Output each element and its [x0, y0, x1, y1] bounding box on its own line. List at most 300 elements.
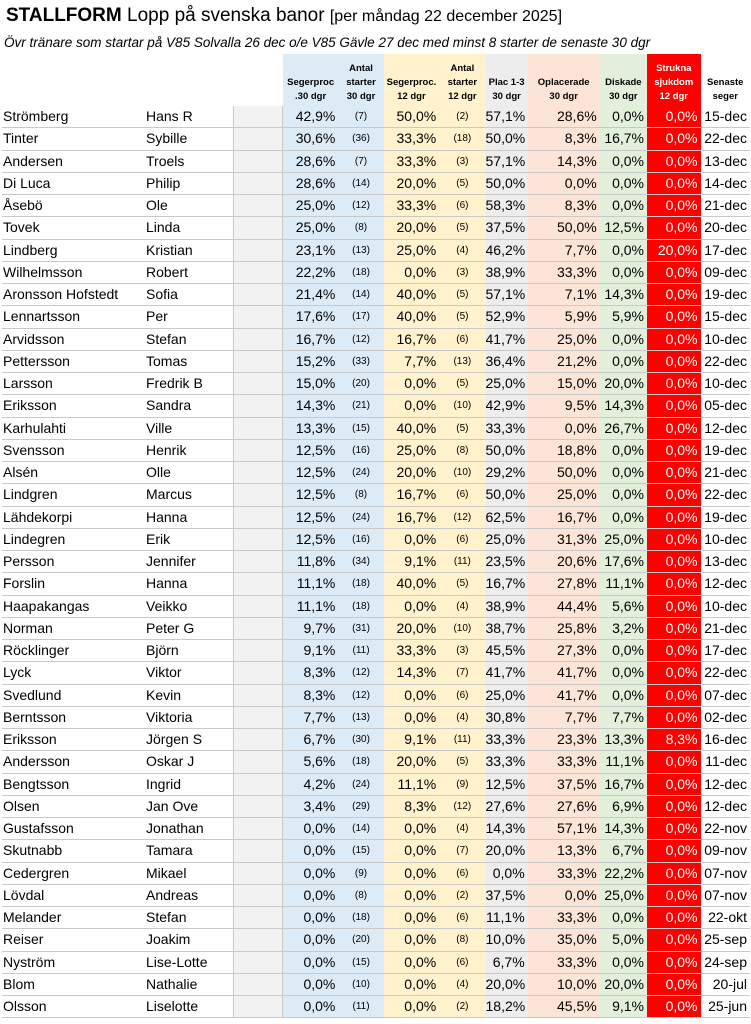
starts-30: (7)	[338, 150, 383, 172]
trainer-firstname: Liselotte	[145, 996, 233, 1018]
plac-pct-30: 57,1%	[486, 106, 528, 128]
plac-pct-30: 25,0%	[486, 528, 528, 550]
disk-pct-30: 0,0%	[600, 172, 647, 194]
spacer	[233, 862, 282, 884]
plac-pct-30: 50,0%	[486, 439, 528, 461]
starts-12: (8)	[439, 439, 485, 461]
win-pct-30: 16,7%	[283, 328, 339, 350]
win-pct-30: 0,0%	[283, 973, 339, 995]
table-row	[2, 106, 750, 128]
oplac-pct-30: 41,7%	[528, 662, 600, 684]
trainer-firstname: Tamara	[145, 840, 233, 862]
starts-30: (11)	[338, 996, 383, 1018]
disk-pct-30: 5,6%	[600, 595, 647, 617]
trainer-lastname: Haapakangas	[2, 595, 145, 617]
latest-win: 15-dec	[701, 306, 750, 328]
spacer	[233, 373, 282, 395]
plac-pct-30: 29,2%	[486, 462, 528, 484]
starts-30: (12)	[338, 662, 383, 684]
trainer-lastname: Lindberg	[2, 239, 145, 261]
plac-pct-30: 45,5%	[486, 640, 528, 662]
table-row	[2, 662, 750, 684]
plac-pct-30: 6,7%	[486, 951, 528, 973]
spacer	[233, 528, 282, 550]
starts-12: (7)	[439, 840, 485, 862]
win-pct-12: 40,0%	[384, 284, 440, 306]
disk-pct-30: 0,0%	[600, 907, 647, 929]
table-row	[2, 395, 750, 417]
spacer	[233, 106, 282, 128]
disk-pct-30: 6,9%	[600, 795, 647, 817]
win-pct-30: 0,0%	[283, 929, 339, 951]
win-pct-12: 0,0%	[384, 818, 440, 840]
disk-pct-30: 12,5%	[600, 217, 647, 239]
oplac-pct-30: 31,3%	[528, 528, 600, 550]
latest-win: 17-dec	[701, 239, 750, 261]
oplac-pct-30: 27,3%	[528, 640, 600, 662]
win-pct-12: 20,0%	[384, 617, 440, 639]
starts-30: (9)	[338, 862, 383, 884]
starts-12: (5)	[439, 573, 485, 595]
oplac-pct-30: 13,3%	[528, 840, 600, 862]
win-pct-12: 40,0%	[384, 573, 440, 595]
trainer-lastname: Andersson	[2, 751, 145, 773]
trainer-firstname: Jörgen S	[145, 729, 233, 751]
win-pct-12: 33,3%	[384, 640, 440, 662]
starts-12: (3)	[439, 150, 485, 172]
win-pct-30: 23,1%	[283, 239, 339, 261]
oplac-pct-30: 33,3%	[528, 261, 600, 283]
starts-30: (12)	[338, 328, 383, 350]
plac-pct-30: 52,9%	[486, 306, 528, 328]
latest-win: 20-dec	[701, 217, 750, 239]
starts-12: (18)	[439, 128, 485, 150]
trainer-firstname: Marcus	[145, 484, 233, 506]
latest-win: 07-nov	[701, 884, 750, 906]
oplac-pct-30: 15,0%	[528, 373, 600, 395]
oplac-pct-30: 33,3%	[528, 907, 600, 929]
trainer-firstname: Per	[145, 306, 233, 328]
strukna-pct-12: 0,0%	[647, 306, 701, 328]
plac-pct-30: 27,6%	[486, 795, 528, 817]
latest-win: 25-sep	[701, 929, 750, 951]
disk-pct-30: 11,1%	[600, 751, 647, 773]
starts-30: (13)	[338, 706, 383, 728]
plac-pct-30: 12,5%	[486, 773, 528, 795]
starts-30: (15)	[338, 951, 383, 973]
disk-pct-30: 9,1%	[600, 996, 647, 1018]
trainer-firstname: Björn	[145, 640, 233, 662]
disk-pct-30: 0,0%	[600, 640, 647, 662]
table-row	[2, 195, 750, 217]
win-pct-12: 33,3%	[384, 195, 440, 217]
win-pct-12: 0,0%	[384, 996, 440, 1018]
table-row	[2, 306, 750, 328]
starts-30: (21)	[338, 395, 383, 417]
win-pct-30: 11,8%	[283, 551, 339, 573]
table-row	[2, 506, 750, 528]
trainer-lastname: Reiser	[2, 929, 145, 951]
trainer-firstname: Sofia	[145, 284, 233, 306]
table-row	[2, 595, 750, 617]
win-pct-30: 15,2%	[283, 350, 339, 372]
latest-win: 22-dec	[701, 484, 750, 506]
starts-30: (31)	[338, 617, 383, 639]
starts-12: (10)	[439, 462, 485, 484]
starts-12: (6)	[439, 328, 485, 350]
header-disk30: Diskade 30 dgr	[600, 54, 647, 106]
win-pct-12: 0,0%	[384, 261, 440, 283]
table-row	[2, 373, 750, 395]
oplac-pct-30: 0,0%	[528, 884, 600, 906]
spacer	[233, 195, 282, 217]
oplac-pct-30: 21,2%	[528, 350, 600, 372]
trainer-lastname: Olsen	[2, 795, 145, 817]
oplac-pct-30: 25,8%	[528, 617, 600, 639]
oplac-pct-30: 27,6%	[528, 795, 600, 817]
starts-30: (12)	[338, 684, 383, 706]
disk-pct-30: 0,0%	[600, 439, 647, 461]
table-row	[2, 573, 750, 595]
starts-30: (16)	[338, 528, 383, 550]
starts-30: (20)	[338, 929, 383, 951]
spacer	[233, 395, 282, 417]
disk-pct-30: 14,3%	[600, 818, 647, 840]
trainer-lastname: Tinter	[2, 128, 145, 150]
starts-30: (20)	[338, 373, 383, 395]
oplac-pct-30: 27,8%	[528, 573, 600, 595]
starts-12: (8)	[439, 929, 485, 951]
win-pct-12: 0,0%	[384, 684, 440, 706]
plac-pct-30: 38,7%	[486, 617, 528, 639]
disk-pct-30: 0,0%	[600, 951, 647, 973]
trainer-firstname: Viktoria	[145, 706, 233, 728]
spacer	[233, 284, 282, 306]
starts-30: (7)	[338, 106, 383, 128]
starts-30: (29)	[338, 795, 383, 817]
latest-win: 07-dec	[701, 684, 750, 706]
spacer	[233, 884, 282, 906]
disk-pct-30: 3,2%	[600, 617, 647, 639]
starts-30: (13)	[338, 239, 383, 261]
header-starts12: Antal starter 12 dgr	[439, 54, 485, 106]
starts-30: (15)	[338, 417, 383, 439]
trainer-lastname: Di Luca	[2, 172, 145, 194]
win-pct-12: 50,0%	[384, 106, 440, 128]
table-row	[2, 729, 750, 751]
plac-pct-30: 16,7%	[486, 573, 528, 595]
strukna-pct-12: 0,0%	[647, 172, 701, 194]
plac-pct-30: 42,9%	[486, 395, 528, 417]
trainer-firstname: Hanna	[145, 573, 233, 595]
win-pct-12: 0,0%	[384, 840, 440, 862]
spacer	[233, 729, 282, 751]
disk-pct-30: 20,0%	[600, 373, 647, 395]
strukna-pct-12: 0,0%	[647, 818, 701, 840]
trainer-firstname: Stefan	[145, 907, 233, 929]
spacer	[233, 150, 282, 172]
oplac-pct-30: 50,0%	[528, 462, 600, 484]
table-row	[2, 261, 750, 283]
oplac-pct-30: 14,3%	[528, 150, 600, 172]
latest-win: 25-jun	[701, 996, 750, 1018]
latest-win: 10-dec	[701, 528, 750, 550]
disk-pct-30: 0,0%	[600, 462, 647, 484]
oplac-pct-30: 7,7%	[528, 706, 600, 728]
spacer	[233, 328, 282, 350]
starts-12: (4)	[439, 973, 485, 995]
starts-12: (6)	[439, 528, 485, 550]
latest-win: 17-dec	[701, 640, 750, 662]
spacer	[233, 706, 282, 728]
spacer	[233, 172, 282, 194]
oplac-pct-30: 33,3%	[528, 751, 600, 773]
latest-win: 21-dec	[701, 195, 750, 217]
trainer-lastname: Alsén	[2, 462, 145, 484]
trainer-lastname: Persson	[2, 551, 145, 573]
oplac-pct-30: 18,8%	[528, 439, 600, 461]
latest-win: 19-dec	[701, 284, 750, 306]
win-pct-30: 0,0%	[283, 818, 339, 840]
win-pct-30: 7,7%	[283, 706, 339, 728]
spacer	[233, 350, 282, 372]
latest-win: 22-dec	[701, 662, 750, 684]
trainer-lastname: Lindgren	[2, 484, 145, 506]
plac-pct-30: 37,5%	[486, 884, 528, 906]
strukna-pct-12: 0,0%	[647, 528, 701, 550]
starts-12: (12)	[439, 506, 485, 528]
trainer-firstname: Troels	[145, 150, 233, 172]
latest-win: 07-nov	[701, 862, 750, 884]
page-title	[6, 4, 562, 29]
latest-win: 10-dec	[701, 328, 750, 350]
table-row	[2, 217, 750, 239]
win-pct-30: 11,1%	[283, 595, 339, 617]
header-senaste: Senaste seger	[701, 54, 750, 106]
disk-pct-30: 0,0%	[600, 195, 647, 217]
plac-pct-30: 50,0%	[486, 128, 528, 150]
trainer-firstname: Stefan	[145, 328, 233, 350]
spacer	[233, 217, 282, 239]
trainer-lastname: Aronsson Hofstedt	[2, 284, 145, 306]
oplac-pct-30: 41,7%	[528, 684, 600, 706]
win-pct-12: 0,0%	[384, 951, 440, 973]
trainer-firstname: Peter G	[145, 617, 233, 639]
oplac-pct-30: 16,7%	[528, 506, 600, 528]
starts-12: (6)	[439, 484, 485, 506]
trainer-lastname: Pettersson	[2, 350, 145, 372]
table-row	[2, 617, 750, 639]
win-pct-12: 33,3%	[384, 150, 440, 172]
win-pct-30: 15,0%	[283, 373, 339, 395]
disk-pct-30: 16,7%	[600, 773, 647, 795]
spacer	[233, 951, 282, 973]
strukna-pct-12: 0,0%	[647, 617, 701, 639]
plac-pct-30: 41,7%	[486, 662, 528, 684]
latest-win: 11-dec	[701, 751, 750, 773]
strukna-pct-12: 0,0%	[647, 484, 701, 506]
starts-30: (8)	[338, 484, 383, 506]
strukna-pct-12: 20,0%	[647, 239, 701, 261]
table-row	[2, 929, 750, 951]
trainer-firstname: Oskar J	[145, 751, 233, 773]
header-oplac30: Oplacerade 30 dgr	[528, 54, 600, 106]
oplac-pct-30: 8,3%	[528, 195, 600, 217]
disk-pct-30: 0,0%	[600, 261, 647, 283]
win-pct-30: 25,0%	[283, 195, 339, 217]
spacer	[233, 551, 282, 573]
starts-30: (16)	[338, 439, 383, 461]
starts-12: (5)	[439, 306, 485, 328]
win-pct-30: 21,4%	[283, 284, 339, 306]
starts-12: (5)	[439, 284, 485, 306]
trainer-lastname: Svedlund	[2, 684, 145, 706]
disk-pct-30: 0,0%	[600, 484, 647, 506]
table-row	[2, 350, 750, 372]
trainer-lastname: Lyck	[2, 662, 145, 684]
win-pct-30: 28,6%	[283, 150, 339, 172]
oplac-pct-30: 28,6%	[528, 106, 600, 128]
table-row	[2, 484, 750, 506]
disk-pct-30: 17,6%	[600, 551, 647, 573]
win-pct-30: 11,1%	[283, 573, 339, 595]
starts-30: (18)	[338, 261, 383, 283]
win-pct-12: 16,7%	[384, 328, 440, 350]
trainer-lastname: Melander	[2, 907, 145, 929]
strukna-pct-12: 0,0%	[647, 996, 701, 1018]
win-pct-30: 0,0%	[283, 884, 339, 906]
win-pct-12: 9,1%	[384, 551, 440, 573]
latest-win: 15-dec	[701, 106, 750, 128]
starts-12: (2)	[439, 106, 485, 128]
strukna-pct-12: 0,0%	[647, 350, 701, 372]
trainer-lastname: Skutnabb	[2, 840, 145, 862]
trainer-firstname: Ville	[145, 417, 233, 439]
strukna-pct-12: 0,0%	[647, 973, 701, 995]
oplac-pct-30: 7,7%	[528, 239, 600, 261]
starts-12: (11)	[439, 551, 485, 573]
win-pct-30: 0,0%	[283, 951, 339, 973]
starts-30: (24)	[338, 462, 383, 484]
win-pct-30: 25,0%	[283, 217, 339, 239]
disk-pct-30: 20,0%	[600, 973, 647, 995]
win-pct-30: 8,3%	[283, 684, 339, 706]
win-pct-12: 11,1%	[384, 773, 440, 795]
strukna-pct-12: 0,0%	[647, 462, 701, 484]
spacer	[233, 617, 282, 639]
starts-30: (18)	[338, 595, 383, 617]
trainer-firstname: Sybille	[145, 128, 233, 150]
trainer-firstname: Kristian	[145, 239, 233, 261]
win-pct-30: 12,5%	[283, 506, 339, 528]
starts-12: (4)	[439, 706, 485, 728]
win-pct-30: 42,9%	[283, 106, 339, 128]
plac-pct-30: 23,5%	[486, 551, 528, 573]
starts-30: (14)	[338, 284, 383, 306]
win-pct-12: 40,0%	[384, 306, 440, 328]
trainer-firstname: Jennifer	[145, 551, 233, 573]
starts-30: (18)	[338, 751, 383, 773]
disk-pct-30: 5,0%	[600, 929, 647, 951]
starts-12: (3)	[439, 261, 485, 283]
win-pct-30: 9,1%	[283, 640, 339, 662]
latest-win: 12-dec	[701, 795, 750, 817]
strukna-pct-12: 0,0%	[647, 417, 701, 439]
plac-pct-30: 46,2%	[486, 239, 528, 261]
oplac-pct-30: 0,0%	[528, 417, 600, 439]
disk-pct-30: 5,9%	[600, 306, 647, 328]
header-gap	[233, 54, 282, 106]
win-pct-30: 12,5%	[283, 439, 339, 461]
starts-30: (36)	[338, 128, 383, 150]
win-pct-30: 0,0%	[283, 907, 339, 929]
strukna-pct-12: 0,0%	[647, 706, 701, 728]
starts-30: (12)	[338, 195, 383, 217]
spacer	[233, 751, 282, 773]
disk-pct-30: 0,0%	[600, 106, 647, 128]
plac-pct-30: 38,9%	[486, 595, 528, 617]
table-row	[2, 773, 750, 795]
starts-12: (5)	[439, 751, 485, 773]
trainer-firstname: Sandra	[145, 395, 233, 417]
win-pct-12: 20,0%	[384, 172, 440, 194]
win-pct-30: 9,7%	[283, 617, 339, 639]
spacer	[233, 573, 282, 595]
trainer-firstname: Jonathan	[145, 818, 233, 840]
trainer-lastname: Strömberg	[2, 106, 145, 128]
plac-pct-30: 33,3%	[486, 751, 528, 773]
latest-win: 14-dec	[701, 172, 750, 194]
oplac-pct-30: 57,1%	[528, 818, 600, 840]
win-pct-30: 4,2%	[283, 773, 339, 795]
win-pct-30: 12,5%	[283, 484, 339, 506]
trainer-lastname: Olsson	[2, 996, 145, 1018]
latest-win: 16-dec	[701, 729, 750, 751]
spacer	[233, 462, 282, 484]
starts-12: (5)	[439, 217, 485, 239]
trainer-lastname: Lövdal	[2, 884, 145, 906]
strukna-pct-12: 8,3%	[647, 729, 701, 751]
title-date: [per måndag 22 december 2025]	[329, 8, 563, 25]
starts-12: (7)	[439, 662, 485, 684]
spacer	[233, 684, 282, 706]
plac-pct-30: 18,2%	[486, 996, 528, 1018]
plac-pct-30: 41,7%	[486, 328, 528, 350]
oplac-pct-30: 44,4%	[528, 595, 600, 617]
trainer-firstname: Ole	[145, 195, 233, 217]
trainer-firstname: Mikael	[145, 862, 233, 884]
disk-pct-30: 11,1%	[600, 573, 647, 595]
table-row	[2, 284, 750, 306]
starts-12: (2)	[439, 884, 485, 906]
strukna-pct-12: 0,0%	[647, 217, 701, 239]
latest-win: 12-dec	[701, 417, 750, 439]
spacer	[233, 128, 282, 150]
spacer	[233, 996, 282, 1018]
plac-pct-30: 33,3%	[486, 729, 528, 751]
plac-pct-30: 25,0%	[486, 684, 528, 706]
disk-pct-30: 16,7%	[600, 128, 647, 150]
strukna-pct-12: 0,0%	[647, 439, 701, 461]
disk-pct-30: 22,2%	[600, 862, 647, 884]
win-pct-12: 0,0%	[384, 528, 440, 550]
win-pct-30: 30,6%	[283, 128, 339, 150]
plac-pct-30: 62,5%	[486, 506, 528, 528]
disk-pct-30: 13,3%	[600, 729, 647, 751]
trainer-firstname: Kevin	[145, 684, 233, 706]
plac-pct-30: 20,0%	[486, 973, 528, 995]
trainer-firstname: Robert	[145, 261, 233, 283]
